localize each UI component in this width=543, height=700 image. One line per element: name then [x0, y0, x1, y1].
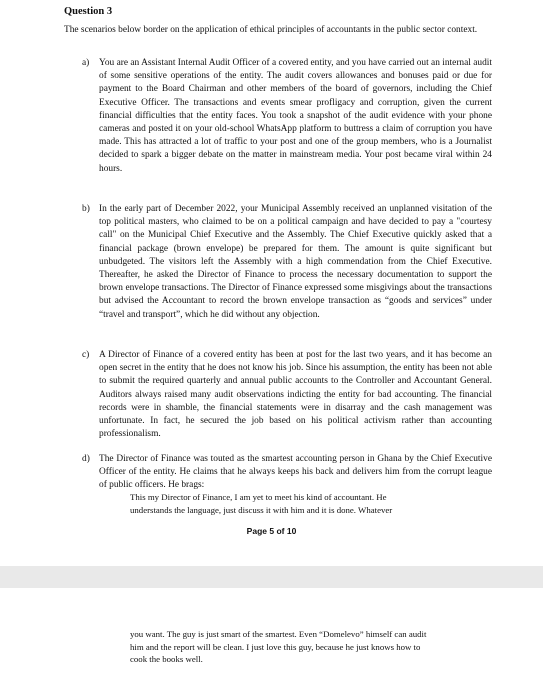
quote-part-1: This my Director of Finance, I am yet to meet his kind of accountant. He understands the language, just discuss it with him and it is done. Whatever: [130, 492, 393, 515]
question-intro: The scenarios below border on the application of ethical principles of accountants in the public sector context.: [64, 25, 478, 35]
page-footer-middle: of: [274, 526, 287, 536]
scenario-b: [82, 203, 492, 322]
page-current-number: 5: [269, 526, 275, 536]
scenario-a: [82, 57, 492, 176]
page-footer-prefix: Page: [246, 526, 270, 536]
scenario-d-label: d): [82, 454, 90, 464]
scenario-a-label: a): [82, 58, 90, 68]
scenario-d: [82, 453, 492, 493]
scenario-b-text: In the early part of December 2022, your Municipal Assembly received an unplanned visitation of the top political masters, who claimed to be on a political campaign and have decided to pay a "courtesy call" on the Municipal Chief Executive and the Assembly. The Chief Executive quickly asked that a financial package (brown envelope) be prepared for them. The amount is quite significant but unbudgeted. The visitors left the Assembly with a high commendation from the Chief Executive. Thereafter, he asked the Director of Finance to process the necessary documentation to support the brown envelope transactions. The Director of Finance expressed some misgivings about the transactions but advised the Accountant to record the brown envelope transaction as “goods and services” under “travel and transport”, which he did without any objection.: [99, 204, 492, 320]
scenario-c-text: A Director of Finance of a covered entity has been at post for the last two years, and it has become an open secret in the entity that he does not know his job. Since his assumption, the entity has been not able to submit the required quarterly and annual public accounts to the Controller and Accountant General. Auditors always raised many audit observations indicting the entity for bad accounting. The financial records were in shamble, the financial statements were in disarray and the cash management was unfortunate. In fact, he secured the job based on his political activism rather than accounting professionalism.: [99, 350, 492, 440]
scenario-c: [82, 349, 492, 441]
question-title: Question 3: [64, 6, 113, 17]
scenario-b-label: b): [82, 204, 90, 214]
scenario-a-text: You are an Assistant Internal Audit Officer of a covered entity, and you have carried out an internal audit of some sensitive operations of the entity. The audit covers allowances and bonuses paid or due for payment to the Board Chairman and other members of the board of governors, including the Chief Executive Officer. The transactions and events smear profligacy and corruption, given the current financial difficulties that the entity faces. You took a snapshot of the audit evidence with your phone cameras and posted it on your old-school WhatsApp platform to buttress a claim of corruption you have made. This has attracted a lot of traffic to your post and one of the group members, who is a Journalist decided to spark a bigger debate on the matter in mainstream media. Your post became viral within 24 hours.: [99, 58, 492, 174]
quote-part-2: you want. The guy is just smart of the smartest. Even “Domelevo” himself can audit him and the report will be clean. I just love this guy, because he just knows how to cook the books well.: [130, 629, 427, 664]
page-total-number: 10: [286, 526, 297, 536]
scenario-c-label: c): [82, 350, 90, 360]
page-footer: [0, 526, 543, 536]
scenario-d-text: The Director of Finance was touted as the smartest accounting person in Ghana by the Chief Executive Officer of the entity. He claims that he always keeps his back and delivers him from the corrupt league of public officers. He brags:: [99, 454, 492, 491]
page-six: [0, 588, 543, 700]
